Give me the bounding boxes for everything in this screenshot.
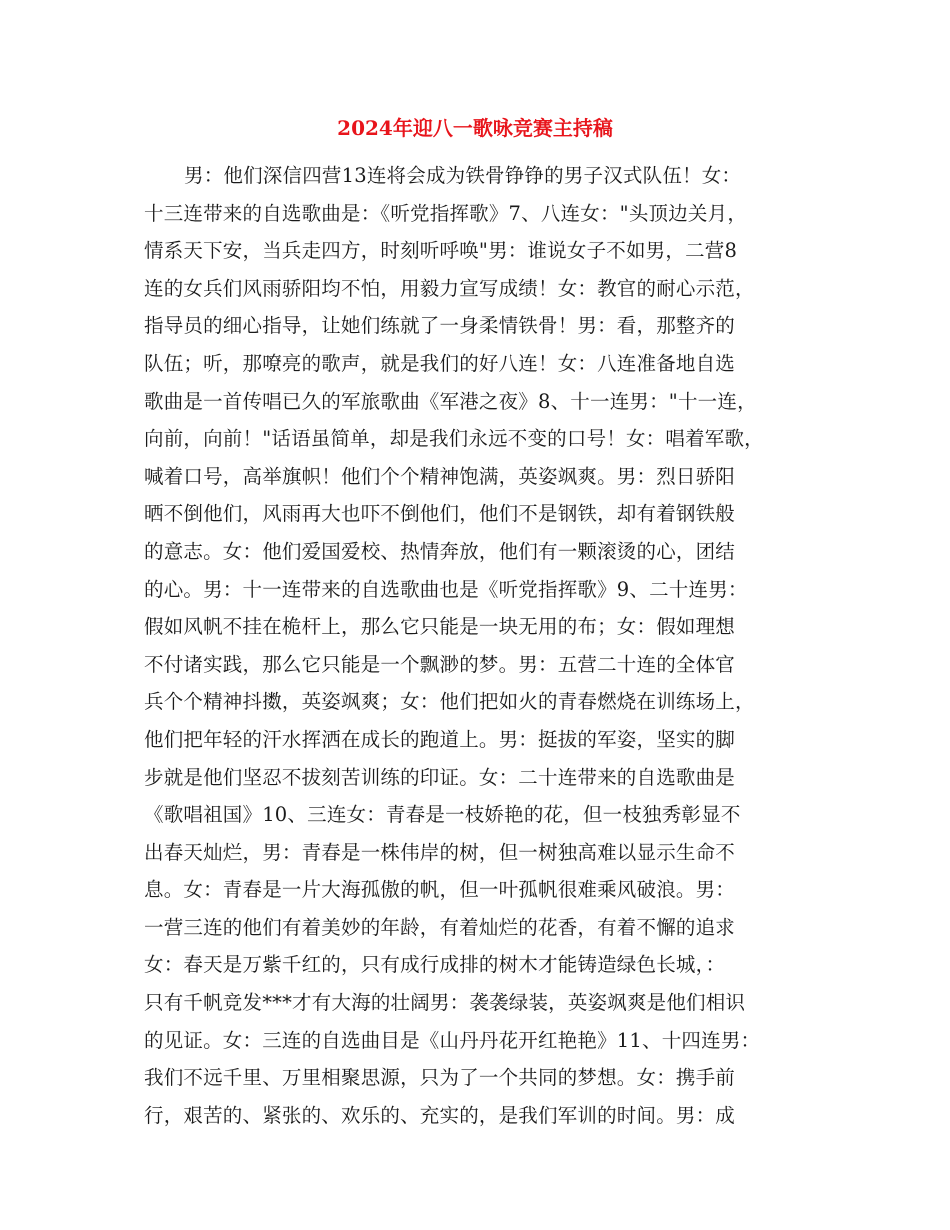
document-title: 2024年迎八一歌咏竞赛主持稿	[337, 116, 613, 140]
body-line: 息。女：青春是一片大海孤傲的帆，但一叶孤帆很难乘风破浪。男：	[144, 878, 736, 902]
body-line: 的意志。女：他们爱国爱校、热情奔放，他们有一颗滚烫的心，团结	[144, 539, 736, 563]
body-line: 歌曲是一首传唱已久的军旅歌曲《军港之夜》8、十一连男："十一连，	[144, 389, 757, 413]
body-line: 喊着口号，高举旗帜！他们个个精神饱满，英姿飒爽。男：烈日骄阳	[144, 464, 736, 488]
body-line: 的心。男：十一连带来的自选歌曲也是《听党指挥歌》9、二十连男：	[144, 577, 748, 601]
body-line: 步就是他们坚忍不拔刻苦训练的印证。女：二十连带来的自选歌曲是	[144, 765, 736, 789]
body-line: 女：春天是万紫千红的，只有成行成排的树木才能铸造绿色长城，：	[144, 953, 726, 977]
body-line: 男：他们深信四营13连将会成为铁骨铮铮的男子汉式队伍！女：	[184, 164, 742, 187]
body-line: 连的女兵们风雨骄阳均不怕，用毅力宣写成绩！女：教官的耐心示范，	[144, 276, 755, 300]
body-line: 不付诸实践，那么它只能是一个飘渺的梦。男：五营二十连的全体官	[144, 652, 736, 676]
body-line: 队伍；听，那嘹亮的歌声，就是我们的好八连！女：八连准备地自选	[144, 351, 736, 375]
body-line: 《歌唱祖国》10、三连女：青春是一枝娇艳的花，但一枝独秀彰显不	[144, 803, 741, 827]
body-line: 他们把年轻的汗水挥洒在成长的跑道上。男：挺拔的军姿，坚实的脚	[144, 727, 736, 751]
body-line: 指导员的细心指导，让她们练就了一身柔情铁骨！男：看，那整齐的	[144, 314, 736, 338]
body-line: 十三连带来的自选歌曲是：《听党指挥歌》7、八连女："头顶边关月，	[144, 201, 748, 225]
body-line: 晒不倒他们，风雨再大也吓不倒他们，他们不是钢铁，却有着钢铁般	[144, 502, 736, 526]
body-line: 只有千帆竞发***才有大海的壮阔男：袭袭绿装，英姿飒爽是他们相识	[144, 991, 746, 1015]
body-line: 一营三连的他们有着美妙的年龄，有着灿烂的花香，有着不懈的追求	[144, 915, 736, 939]
body-line: 出春天灿烂，男：青春是一株伟岸的树，但一树独高难以显示生命不	[144, 840, 736, 864]
body-line: 兵个个精神抖擞，英姿飒爽；女：他们把如火的青春燃烧在训练场上，	[144, 690, 755, 714]
body-line: 的见证。女：三连的自选曲目是《山丹丹花开红艳艳》11、十四连男：	[144, 1028, 761, 1052]
body-line: 我们不远千里、万里相聚思源，只为了一个共同的梦想。女：携手前	[144, 1066, 736, 1090]
body-line: 情系天下安，当兵走四方，时刻听呼唤"男：谁说女子不如男，二营8	[144, 239, 738, 263]
body-line: 向前，向前！"话语虽简单，却是我们永远不变的口号！女：唱着军歌，	[144, 427, 764, 451]
body-line: 行，艰苦的、紧张的、欢乐的、充实的，是我们军训的时间。男：成	[144, 1103, 736, 1127]
body-line: 假如风帆不挂在桅杆上，那么它只能是一块无用的布；女：假如理想	[144, 615, 736, 639]
document-body	[144, 157, 824, 1134]
